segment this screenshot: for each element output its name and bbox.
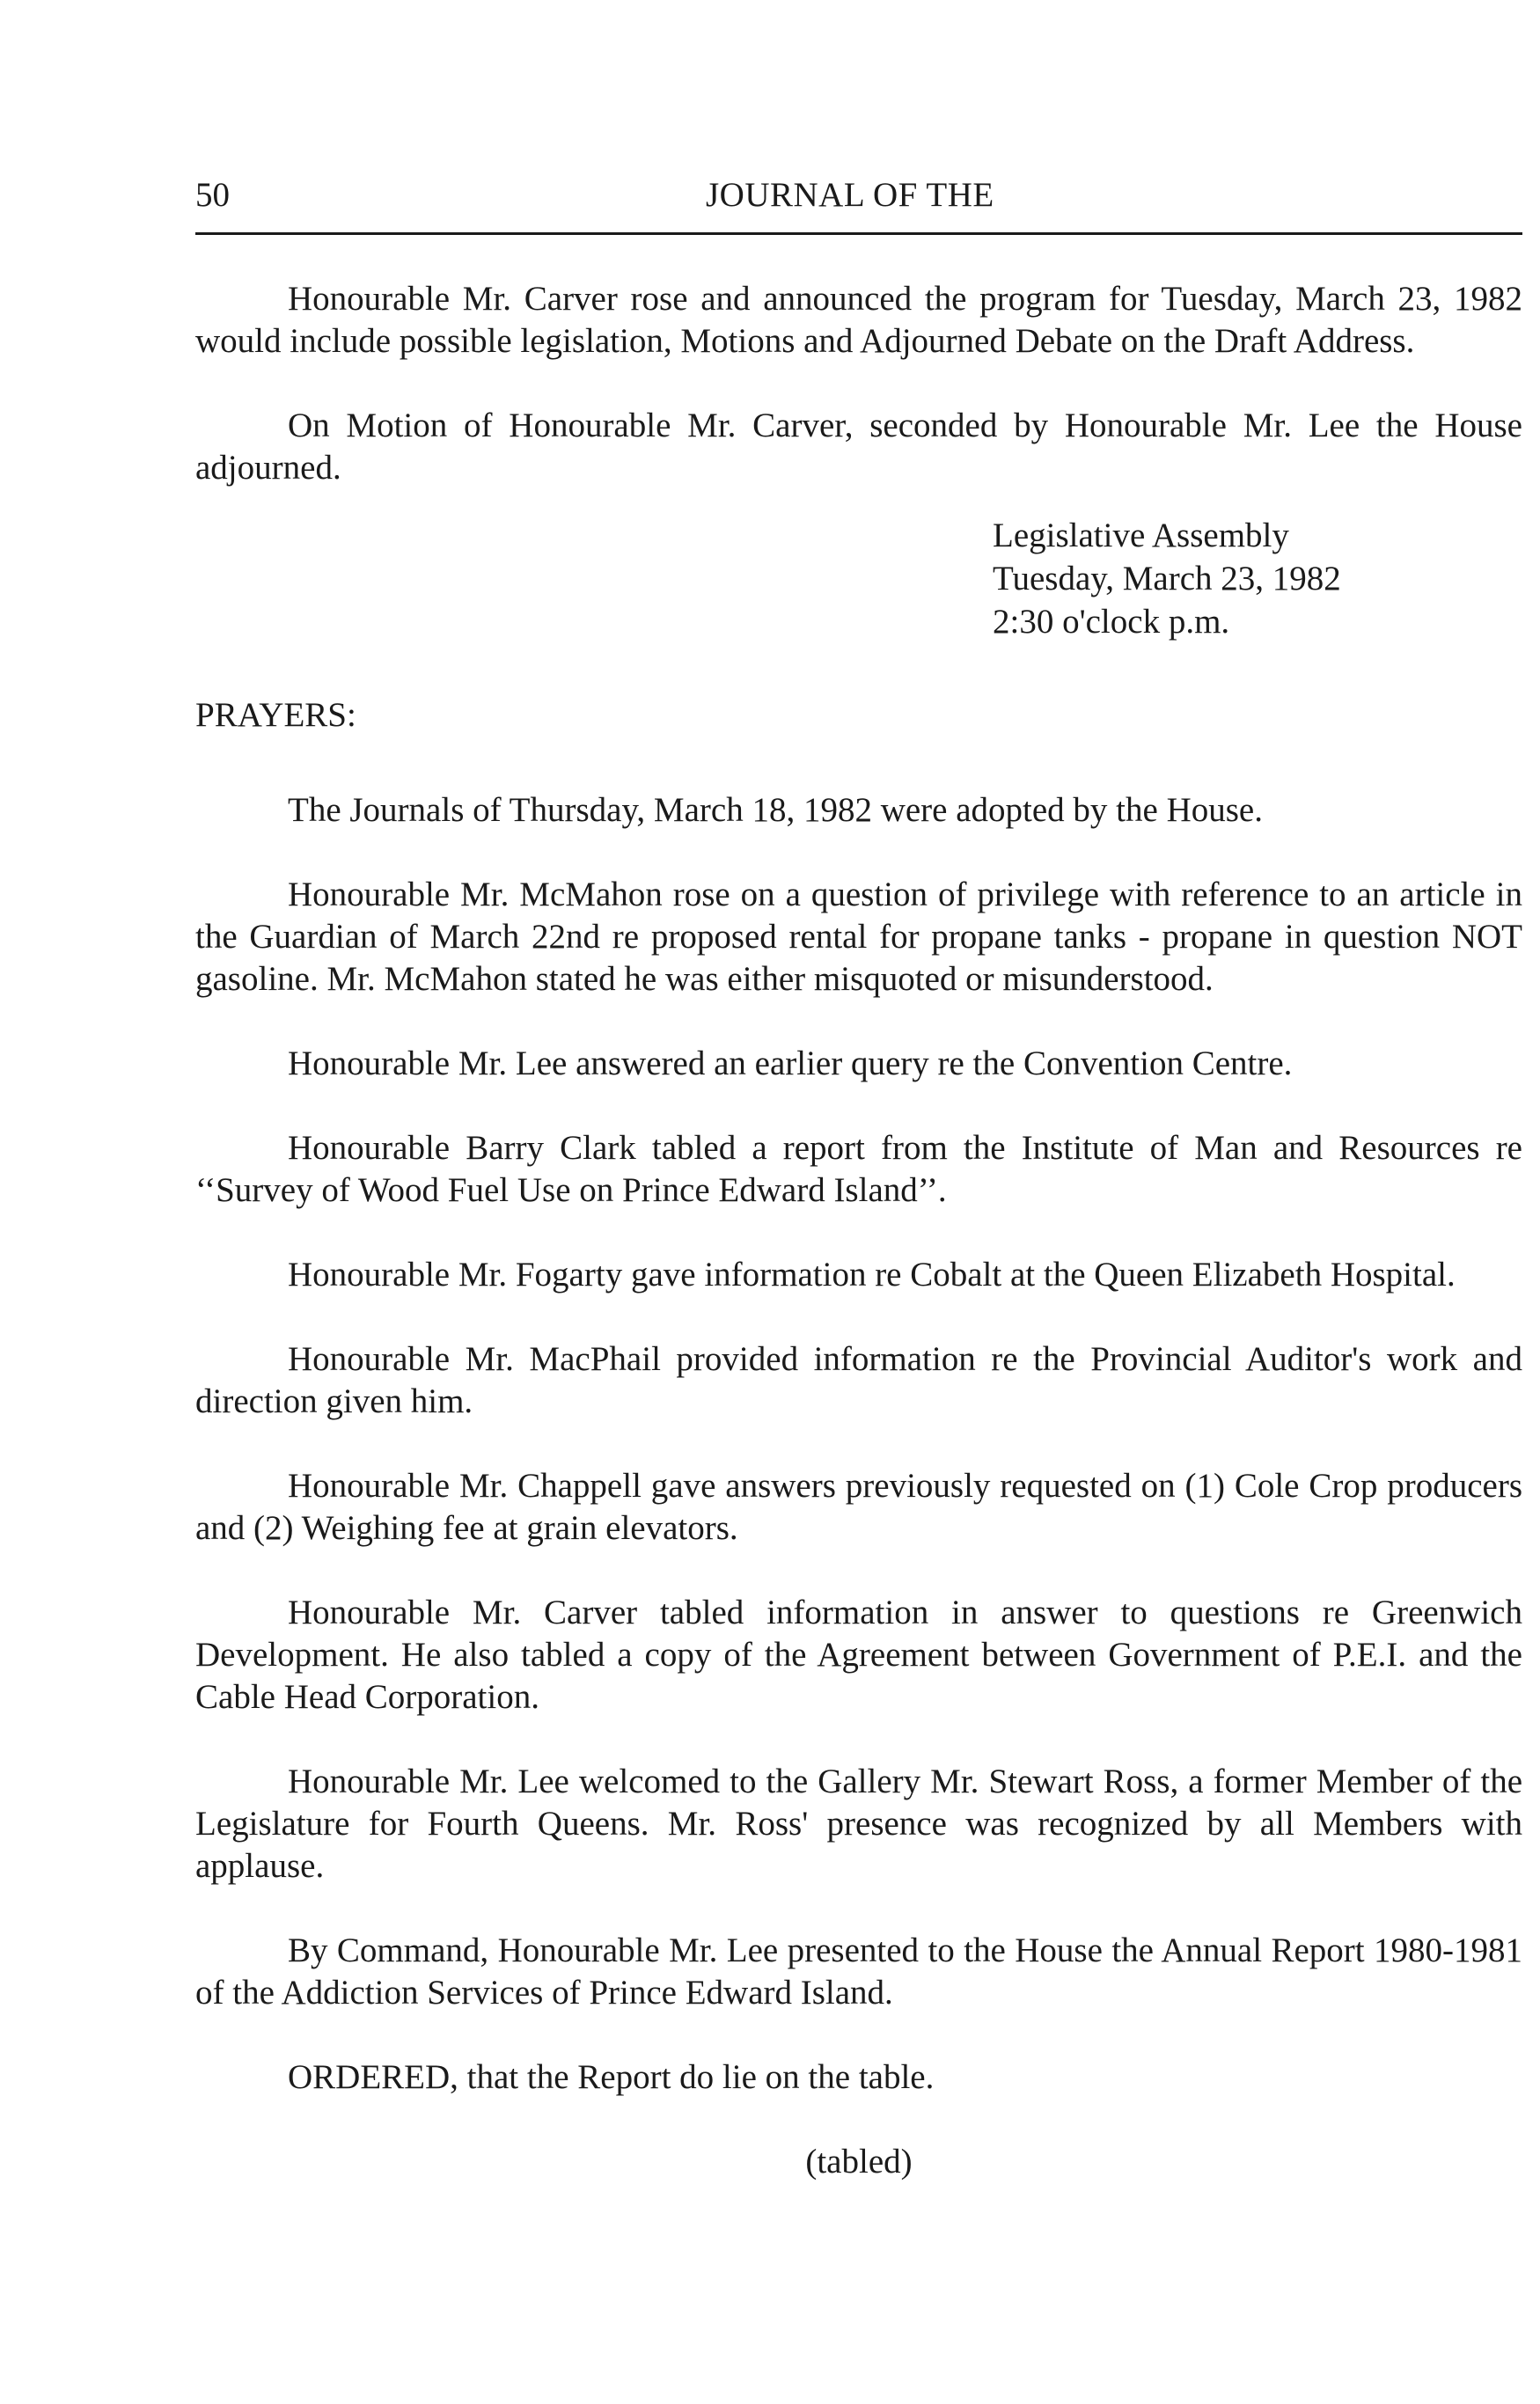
page-header [195,174,1522,227]
paragraph-annual-report: By Command, Honourable Mr. Lee presented to the House the Annual Report 1980-1981 of the Addiction Services of Prince Edward Island. [195,1931,1522,2012]
paragraph-adjournment-motion: On Motion of Honourable Mr. Carver, seconded by Honourable Mr. Lee the House adjourned. [195,407,1522,487]
paragraph-chappell-answers: Honourable Mr. Chappell gave answers previously requested on (1) Cole Crop producers and (2) Weighing fee at grain elevators. [195,1467,1522,1547]
running-title: JOURNAL OF THE [706,176,994,214]
prayers-heading: PRAYERS: [195,696,356,734]
paragraph-ordered: ORDERED, that the Report do lie on the table. [288,2058,935,2096]
paragraph-privilege-question: Honourable Mr. McMahon rose on a question of privilege with reference to an article in the Guardian of March 22nd re proposed rental for propane tanks - propane in question NOT gasoline. Mr. McMahon stated he was either misquoted or misunderstood. [195,876,1522,998]
paragraph-cobalt-information: Honourable Mr. Fogarty gave information re Cobalt at the Queen Elizabeth Hospital. [288,1256,1456,1294]
sitting-date: Tuesday, March 23, 1982 [993,560,1341,597]
paragraph-program-announcement: Honourable Mr. Carver rose and announced the program for Tuesday, March 23, 1982 would include possible legislation, Motions and Adjourned Debate on the Draft Address. [195,280,1522,360]
sitting-block [993,514,1522,643]
header-rule [195,232,1522,235]
paragraph-greenwich-development: Honourable Mr. Carver tabled information in answer to questions re Greenwich Development. He also tabled a copy of the Agreement between Government of P.E.I. and the Cable Head Corporation. [195,1594,1522,1716]
sitting-time: 2:30 o'clock p.m. [993,603,1230,641]
journal-body [195,278,1522,2183]
tabled-note: (tabled) [805,2143,913,2180]
paragraph-wood-fuel-report: Honourable Barry Clark tabled a report from the Institute of Man and Resources re ‘‘Survey of Wood Fuel Use on Prince Edward Island’’. [195,1129,1522,1209]
paragraph-convention-centre: Honourable Mr. Lee answered an earlier query re the Convention Centre. [288,1044,1293,1082]
paragraph-journals-adopted: The Journals of Thursday, March 18, 1982 were adopted by the House. [288,791,1263,829]
paragraph-auditor-information: Honourable Mr. MacPhail provided information re the Provincial Auditor's work and direction given him. [195,1340,1522,1420]
sitting-assembly: Legislative Assembly [993,517,1289,554]
paragraph-gallery-welcome: Honourable Mr. Lee welcomed to the Gallery Mr. Stewart Ross, a former Member of the Legislature for Fourth Queens. Mr. Ross' presence was recognized by all Members with applause. [195,1763,1522,1885]
page-number: 50 [195,176,230,214]
